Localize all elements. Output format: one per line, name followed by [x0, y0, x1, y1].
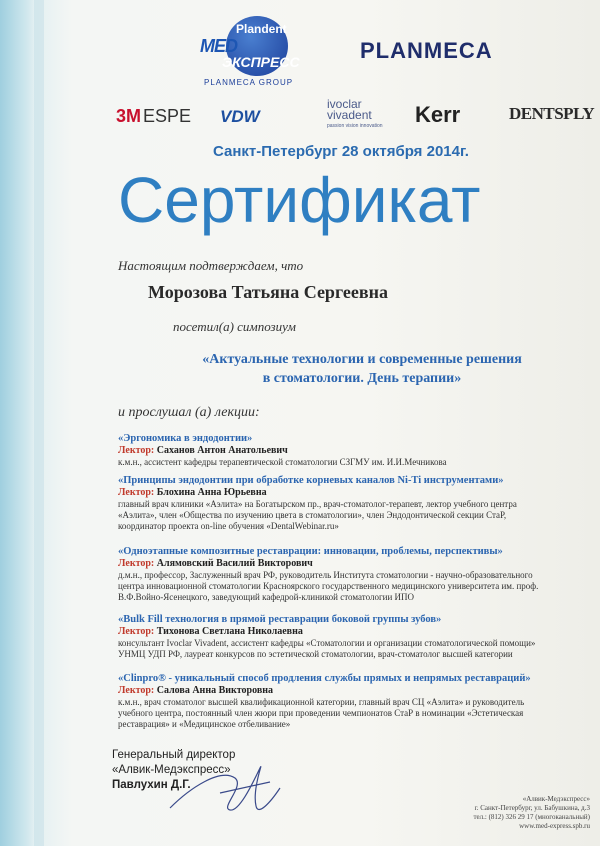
lecturer-desc: «Аэлита», член «Общества по изучению цвета в стоматологии», член Эндодонтической секции СтаР,: [118, 510, 507, 520]
espe-text: ESPE: [143, 106, 192, 126]
symposium-line-1: «Актуальные технологии и современные решения: [202, 352, 522, 367]
med-logo-word: MED: [200, 36, 237, 56]
lecturer-desc: учебного центра, постоянный член жюри при проведении чемпионатов СтаР в номинации «Эстетическая: [118, 708, 524, 718]
lector-key: Лектор:: [118, 558, 155, 569]
handwritten-signature: [160, 748, 300, 828]
planmeca-group-text: PLANMECA GROUP: [204, 78, 294, 87]
listened-text: и прослушал (а) лекции:: [118, 405, 260, 420]
lecture-title: «Эргономика в эндодонтии»: [118, 433, 253, 444]
lecturer-name: Блохина Анна Юрьевна: [156, 487, 267, 498]
lecturer: [118, 445, 588, 457]
lecturer-name: Тихонова Светлана Николаевна: [156, 626, 303, 637]
lecturer-desc: УНМЦ УДП РФ, лауреат конкурсов по эстетической стоматологии, врач-стоматолог высшей категории: [118, 649, 513, 659]
lector-key: Лектор:: [118, 445, 155, 456]
lecturer-desc: центра инновационной стоматологии Красноярского государственного медицинского университета им. проф.: [118, 581, 539, 591]
lecturer: [118, 487, 588, 499]
lecture-2: [118, 474, 588, 532]
address-line-1: «Алвик-Медэкспресс»: [522, 795, 590, 803]
lecturer-desc: главный врач клиники «Аэлита» на Богатырском пр., врач-стоматолог-терапевт, лектор учебного центра: [118, 499, 517, 509]
lecture-title: «Bulk Fill технология в прямой реставрации боковой группы зубов»: [118, 614, 442, 625]
lecture-1: [118, 432, 588, 468]
signer-name: Павлухин Д.Г.: [112, 779, 191, 791]
lecturer-desc: к.м.н., ассистент кафедры терапевтической стоматологии СЗГМУ им. И.И.Мечникова: [118, 457, 447, 467]
lecture-5: [118, 672, 588, 730]
kerr-logo: Kerr: [415, 102, 461, 127]
lecturer-name: Саханов Антон Анатольевич: [156, 445, 288, 456]
address-line-3: тел.: (812) 326 29 17 (многоканальный): [473, 813, 590, 821]
planmeca-logo: PLANMECA: [360, 38, 493, 63]
address-line-2: г. Санкт-Петербург, ул. Бабушкина, д.3: [474, 804, 590, 812]
lecture-title: «Одноэтапные композитные реставрации: инновации, проблемы, перспективы»: [118, 546, 503, 557]
lecturer-desc: В.Ф.Войно-Ясенецкого, заведующий кафедрой-клиникой стоматологии ИПО: [118, 592, 415, 602]
dentsply-logo: DENTSPLY: [509, 104, 595, 123]
vdw-text: VDW: [220, 107, 260, 126]
lecturer-name: Алямовский Василий Викторович: [156, 558, 313, 569]
lecturer-desc: к.м.н., врач стоматолог высшей квалификационной категории, главный врач СЦ «Аэлита» и руководитель: [118, 697, 525, 707]
signer-position: Генеральный директор: [112, 749, 236, 761]
lecturer: [118, 558, 588, 570]
city-date: Санкт-Петербург 28 октября 2014г.: [213, 143, 469, 160]
lecturer-desc: координатор проекта on-line обучения «DentalWebinar.ru»: [118, 521, 339, 531]
lecturer-desc: реставрация» и «Медицинское отбеливание»: [118, 719, 291, 729]
symposium-title: [177, 350, 547, 388]
lecturer: [118, 626, 588, 638]
lector-key: Лектор:: [118, 487, 155, 498]
certificate-title: Сертификат: [118, 164, 481, 236]
vivadent-text: vivadent: [327, 108, 372, 122]
address-line-4: www.med-express.spb.ru: [519, 822, 590, 830]
lector-key: Лектор:: [118, 685, 155, 696]
confirm-text: Настоящим подтверждаем, что: [118, 258, 304, 273]
express-logo-word: ЭКСПРЕСС: [222, 54, 300, 70]
med-express-logo: [200, 16, 318, 86]
lecturer-desc: консультант Ivoclar Vivadent, ассистент кафедры «Стоматологии и организации стоматологической помощи»: [118, 638, 536, 648]
ivoclar-tagline: passion vision innovation: [327, 123, 383, 129]
signature-stroke: [170, 767, 280, 810]
ivoclar-vivadent-logo: [327, 99, 383, 132]
lecture-4: [118, 613, 588, 660]
lecture-title: «Clinpro® - уникальный способ продления службы прямых и непрямых реставраций»: [118, 673, 531, 684]
left-decorative-stripe-light: [34, 0, 44, 846]
signer-company: «Алвик-Медэкспресс»: [112, 764, 231, 776]
symposium-line-2: в стоматологии. День терапии»: [262, 371, 462, 386]
vdw-logo: [220, 107, 260, 127]
left-decorative-stripe: [0, 0, 34, 846]
3m-espe-logo: [116, 106, 191, 127]
3m-text: 3M: [116, 106, 142, 126]
lecture-title: «Принципы эндодонтии при обработке корневых каналов Ni-Ti инструментами»: [118, 475, 504, 486]
lecturer: [118, 685, 588, 697]
lector-key: Лектор:: [118, 626, 155, 637]
recipient-name: Морозова Татьяна Сергеевна: [148, 282, 388, 302]
lecturer-name: Салова Анна Викторовна: [156, 685, 274, 696]
plandent-text: Plandent: [236, 22, 287, 36]
lecturer-desc: д.м.н., профессор, Заслуженный врач РФ, руководитель Института стоматологии - научно-образовательного: [118, 570, 533, 580]
ivoclar-text: ivoclar: [327, 97, 362, 111]
lecture-3: [118, 545, 588, 603]
visited-text: посетил(а) симпозиум: [173, 319, 296, 334]
company-address: [430, 795, 590, 831]
